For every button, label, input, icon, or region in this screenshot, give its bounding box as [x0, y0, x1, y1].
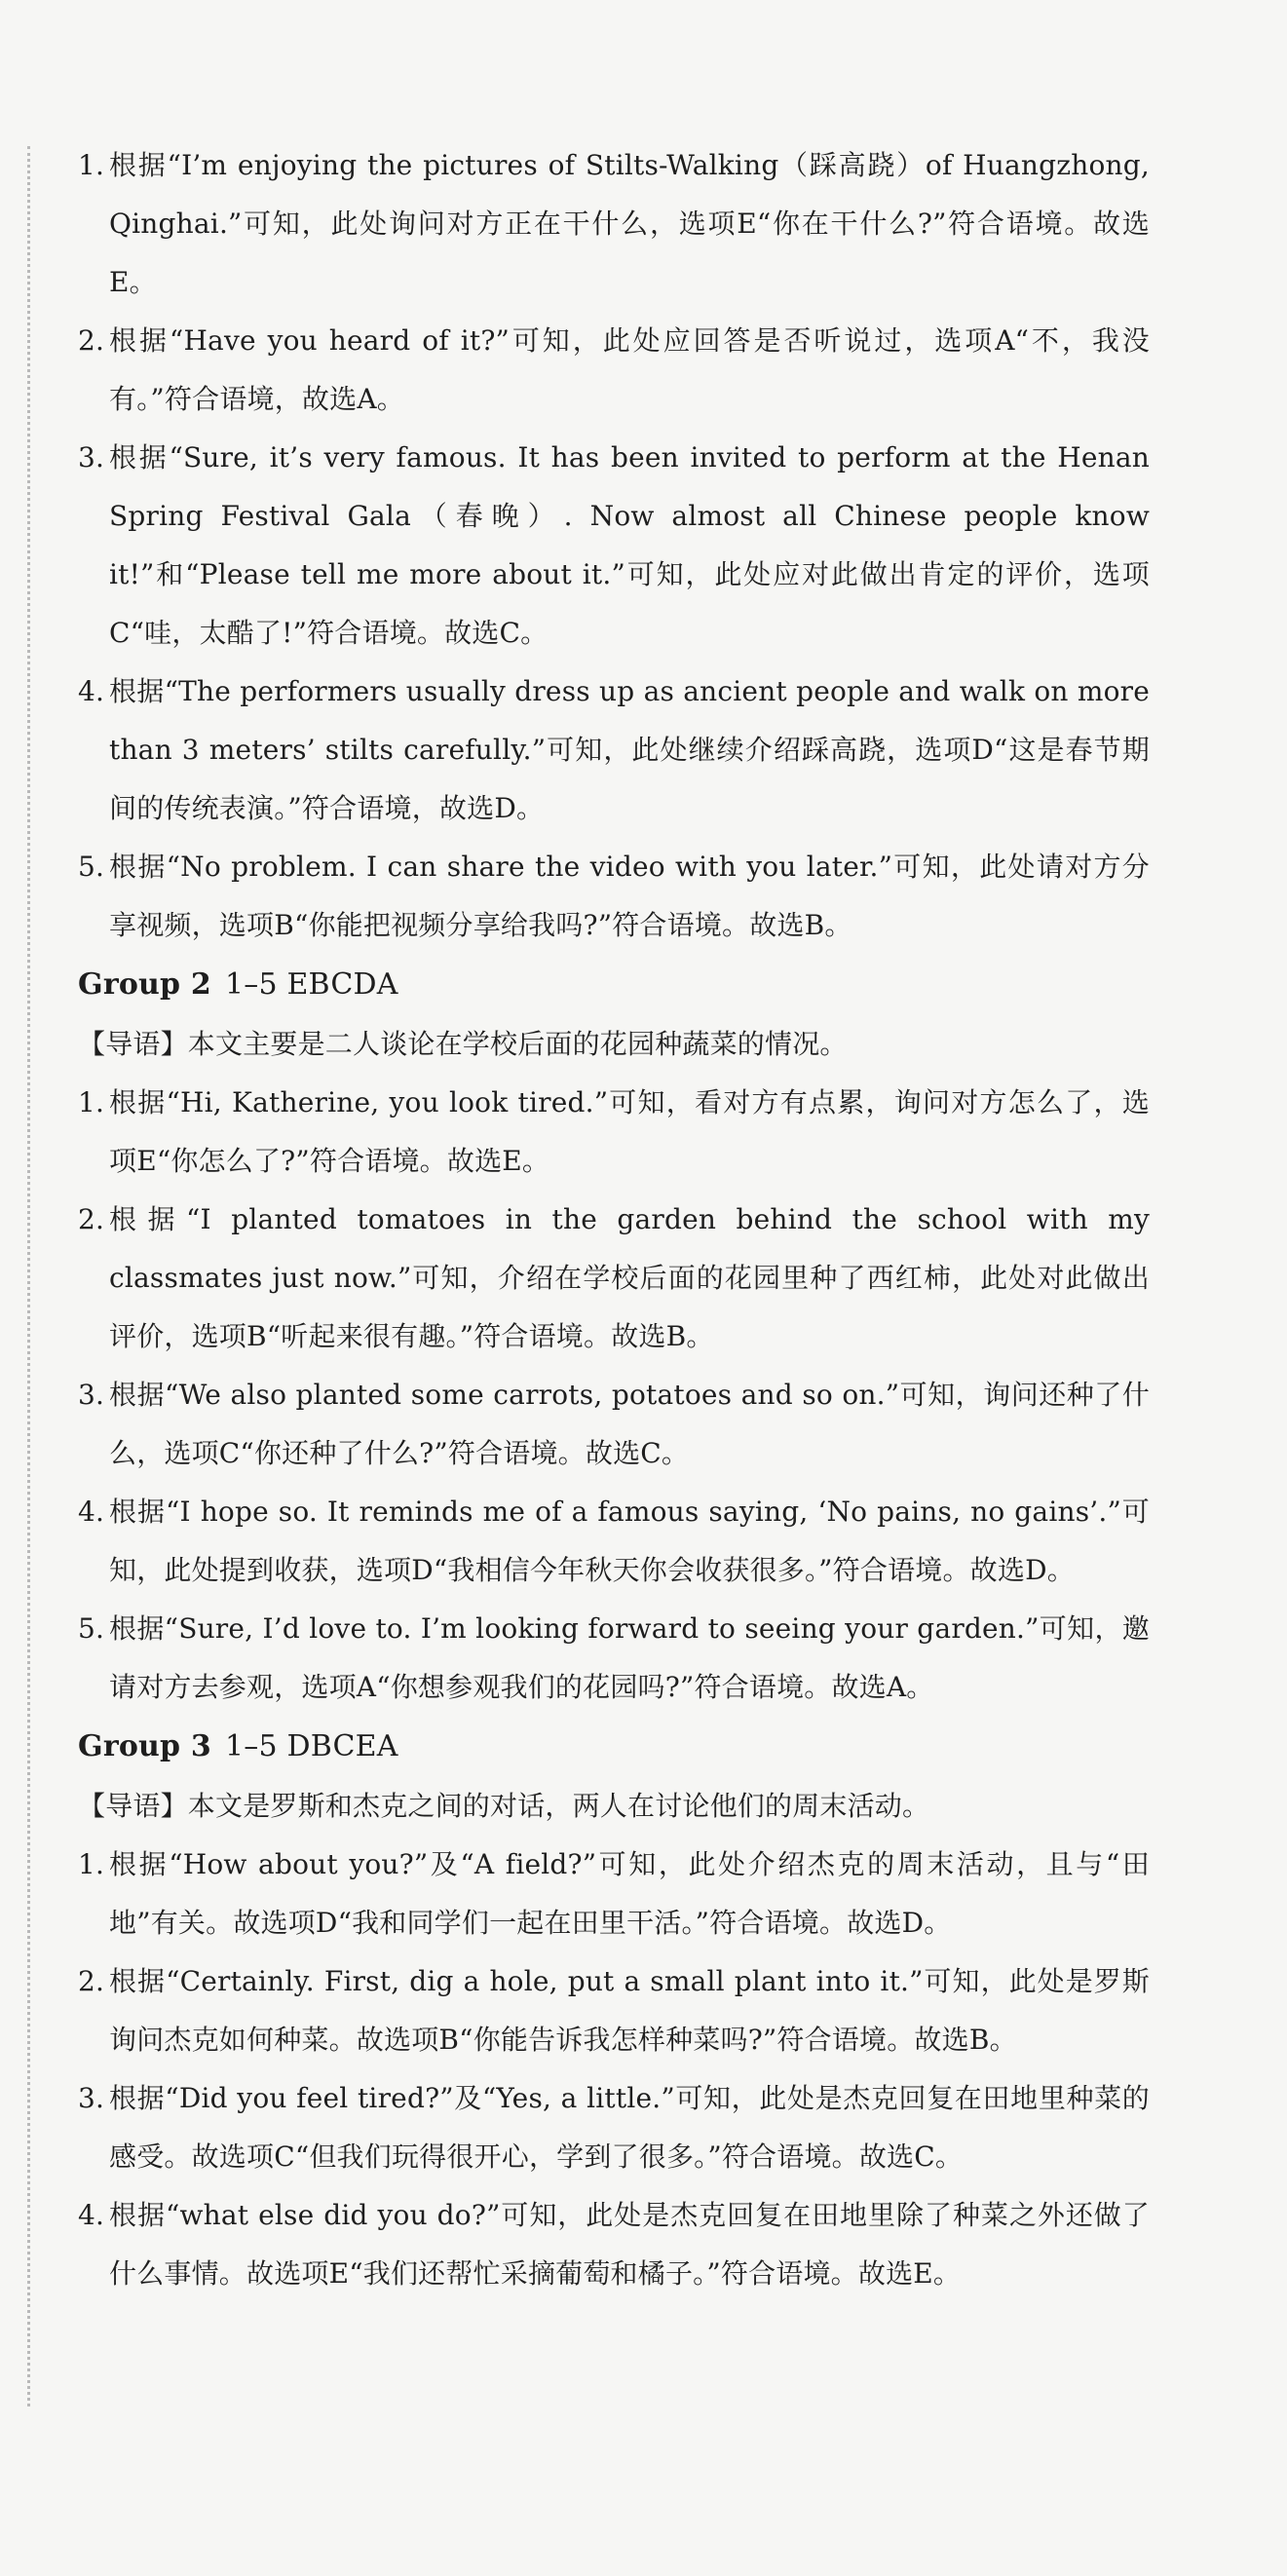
item-text: 根据“what else did you do?”可知，此处是杰克回复在田地里除了种菜之外还做了什么事情。故选项E“我们还帮忙采摘葡萄和橘子。”符合语境。故选E。: [109, 2199, 1150, 2290]
item-number: 3.: [78, 2082, 105, 2114]
item-number: 1.: [78, 1848, 105, 1880]
group-title: Group 3: [78, 1729, 211, 1763]
explanation-item: [78, 2069, 1150, 2186]
item-number: 2.: [78, 1203, 105, 1235]
group-heading: [78, 955, 1150, 1015]
item-number: 1.: [78, 149, 105, 181]
item-number: 3.: [78, 441, 105, 474]
explanation-item: [78, 838, 1150, 955]
explanation-item: [78, 1366, 1150, 1483]
group-answers: 1–5 EBCDA: [224, 967, 398, 1002]
item-text: 根据“We also planted some carrots, potatoes and so on.”可知，询问还种了什么，选项C“你还种了什么?”符合语境。故选C。: [109, 1379, 1150, 1469]
item-number: 5.: [78, 1612, 105, 1645]
item-number: 3.: [78, 1379, 105, 1411]
item-text: 根据“I hope so. It reminds me of a famous saying, ‘No pains, no gains’.”可知，此处提到收获，选项D“我相信今年秋天你会收获很多。”符合语境。故选D。: [109, 1496, 1150, 1586]
item-number: 5.: [78, 851, 105, 883]
guide-text: 【导语】本文主要是二人谈论在学校后面的花园种蔬菜的情况。: [78, 1028, 848, 1060]
explanation-item: [78, 1600, 1150, 1717]
item-number: 2.: [78, 324, 105, 357]
explanation-item: [78, 1191, 1150, 1366]
explanation-item: [78, 1952, 1150, 2069]
item-text: 根据“Hi, Katherine, you look tired.”可知，看对方有点累，询问对方怎么了，选项E“你怎么了?”符合语境。故选E。: [109, 1086, 1150, 1177]
item-number: 1.: [78, 1086, 105, 1118]
answer-explanations: [78, 136, 1150, 2303]
explanation-item: [78, 312, 1150, 429]
explanation-item: [78, 429, 1150, 663]
explanation-item: [78, 1836, 1150, 1952]
item-text: 根据“I’m enjoying the pictures of Stilts-Walking（踩高跷）of Huangzhong, Qinghai.”可知，此处询问对方正在干什么，选项E“你在干什么?”符合语境。故选E。: [109, 149, 1150, 298]
item-number: 4.: [78, 2199, 105, 2231]
item-text: 根据“Certainly. First, dig a hole, put a small plant into it.”可知，此处是罗斯询问杰克如何种菜。故选项B“你能告诉我怎样种菜吗?”符合语境。故选B。: [109, 1965, 1150, 2056]
item-text: 根据“Sure, it’s very famous. It has been invited to perform at the Henan Spring Festival Gala（春晚）. Now almost all Chinese people know it!”和“Please tell me more about it.”可知，此处应对此做出肯定的评价，选项C“哇，太酷了!”符合语境。故选C。: [109, 441, 1150, 649]
explanation-item: [78, 1483, 1150, 1600]
explanation-item: [78, 2186, 1150, 2303]
binding-margin-line: [27, 146, 30, 2406]
group-heading: [78, 1717, 1150, 1777]
guide-text: 【导语】本文是罗斯和杰克之间的对话，两人在讨论他们的周末活动。: [78, 1790, 930, 1822]
explanation-item: [78, 663, 1150, 838]
group-title: Group 2: [78, 967, 211, 1002]
explanation-item: [78, 136, 1150, 312]
item-text: 根据“Sure, I’d love to. I’m looking forward to seeing your garden.”可知，邀请对方去参观，选项A“你想参观我们的花园吗?”符合语境。故选A。: [109, 1612, 1150, 1703]
item-number: 2.: [78, 1965, 105, 1997]
item-number: 4.: [78, 1496, 105, 1528]
item-number: 4.: [78, 675, 105, 707]
item-text: 根据“Did you feel tired?”及“Yes, a little.”可知，此处是杰克回复在田地里种菜的感受。故选项C“但我们玩得很开心，学到了很多。”符合语境。故选C。: [109, 2082, 1150, 2173]
item-text: 根据“The performers usually dress up as ancient people and walk on more than 3 meters’ stilts carefully.”可知，此处继续介绍踩高跷，选项D“这是春节期间的传统表演。”符合语境，故选D。: [109, 675, 1150, 824]
item-text: 根据“No problem. I can share the video with you later.”可知，此处请对方分享视频，选项B“你能把视频分享给我吗?”符合语境。故选B。: [109, 851, 1150, 941]
item-text: 根据“I planted tomatoes in the garden behind the school with my classmates just now.”可知，介绍在学校后面的花园里种了西红柿，此处对此做出评价，选项B“听起来很有趣。”符合语境。故选B。: [109, 1203, 1150, 1352]
explanation-item: [78, 1074, 1150, 1191]
item-text: 根据“Have you heard of it?”可知，此处应回答是否听说过，选项A“不，我没有。”符合语境，故选A。: [109, 324, 1150, 415]
item-text: 根据“How about you?”及“A field?”可知，此处介绍杰克的周末活动，且与“田地”有关。故选项D“我和同学们一起在田里干活。”符合语境。故选D。: [109, 1848, 1150, 1939]
group-answers: 1–5 DBCEA: [224, 1729, 398, 1763]
